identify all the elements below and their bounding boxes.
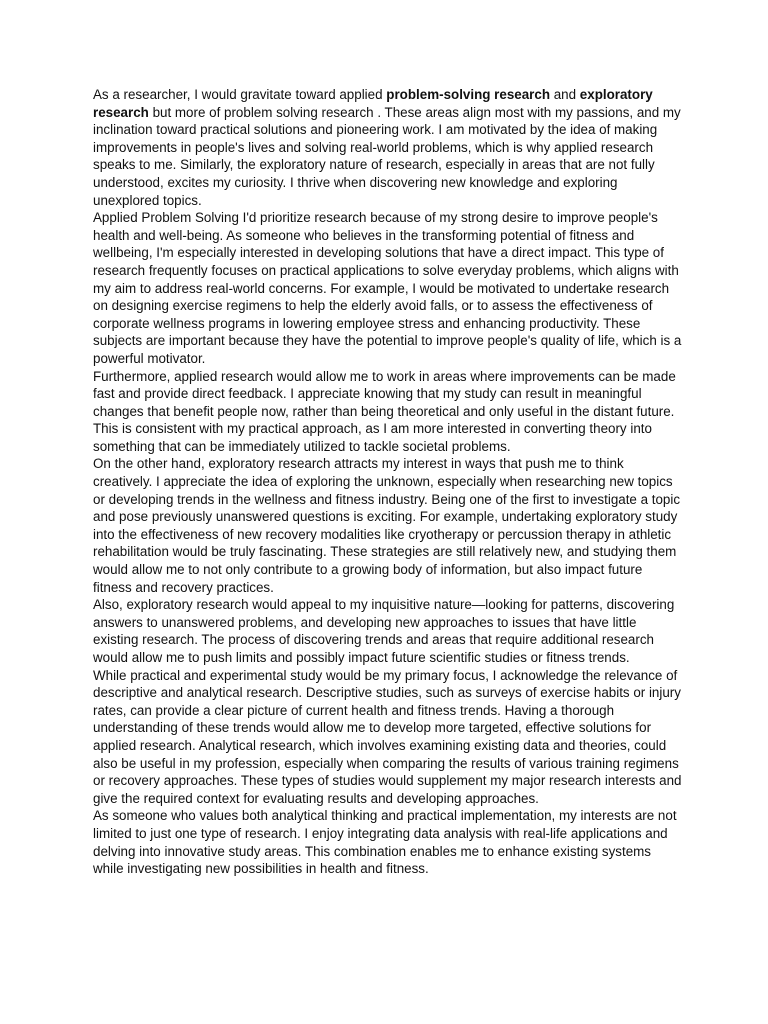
intro-text-1: As a researcher, I would gravitate toward applied bbox=[93, 87, 387, 102]
paragraph-conclusion: As someone who values both analytical thinking and practical implementation, my interests are not limited to just one type of research. I enjoy integrating data analysis with real-life applications and delving into innovative study areas. This combination enables me to enhance existing systems while investigating new possibilities in health and fitness. bbox=[93, 808, 677, 877]
paragraph-intro bbox=[93, 86, 683, 209]
paragraph-applied-feedback: Furthermore, applied research would allow me to work in areas where improvements can be made fast and provide direct feedback. I appreciate knowing that my study can result in meaningful changes that benefit people now, rather than being theoretical and only useful in the distant future. This is consistent with my practical approach, as I am more interested in converting theory into something that can be immediately utilized to tackle societal problems. bbox=[93, 368, 676, 454]
paragraph-applied-problem-solving: Applied Problem Solving I'd prioritize research because of my strong desire to improve people's health and well-being. As someone who believes in the transforming potential of fitness and wellbeing, I'm especially interested in developing solutions that have a direct impact. This type of research frequently focuses on practical applications to solve everyday problems, which aligns with my aim to address real-world concerns. For example, I would be motivated to undertake research on designing exercise regimens to help the elderly avoid falls, or to assess the effectiveness of corporate wellness programs in lowering employee stress and enhancing productivity. These subjects are important because they have the potential to improve people's quality of life, which is a powerful motivator. bbox=[93, 210, 682, 366]
document-page bbox=[93, 86, 683, 878]
intro-text-2: and bbox=[550, 87, 580, 102]
intro-text-3: but more of problem solving research . These areas align most with my passions, and my inclination toward practical solutions and pioneering work. I am motivated by the idea of making improvements in people's lives and solving real-world problems, which is why applied research speaks to me. Similarly, the exploratory nature of research, especially in areas that are not fully understood, excites my curiosity. I thrive when discovering new knowledge and exploring unexplored topics. bbox=[93, 104, 681, 208]
paragraph-exploratory: On the other hand, exploratory research attracts my interest in ways that push me to think creatively. I appreciate the idea of exploring the unknown, especially when researching new topics or developing trends in the wellness and fitness industry. Being one of the first to investigate a topic and pose previously unanswered questions is exciting. For example, undertaking exploratory study into the effectiveness of new recovery modalities like cryotherapy or percussion therapy in athletic rehabilitation would be truly fascinating. These strategies are still relatively new, and studying them would allow me to not only contribute to a growing body of information, but also impact future fitness and recovery practices. bbox=[93, 456, 681, 595]
intro-bold-problem-solving: problem-solving research bbox=[386, 87, 550, 102]
intro-bold-exploratory: exploratory research bbox=[93, 87, 653, 120]
paragraph-descriptive-analytical: While practical and experimental study would be my primary focus, I acknowledge the relevance of descriptive and analytical research. Descriptive studies, such as surveys of exercise habits or injury rates, can provide a clear picture of current health and fitness trends. Having a thorough understanding of these trends would allow me to develop more targeted, effective solutions for applied research. Analytical research, which involves examining existing data and theories, could also be useful in my profession, especially when comparing the results of various training regimens or recovery approaches. These types of studies would supplement my major research interests and give the required context for evaluating results and developing approaches. bbox=[93, 667, 682, 806]
paragraph-inquisitive: Also, exploratory research would appeal to my inquisitive nature—looking for patterns, discovering answers to unanswered problems, and developing new approaches to issues that have little existing research. The process of discovering trends and areas that require additional research would allow me to push limits and possibly impact future scientific studies or fitness trends. bbox=[93, 597, 675, 665]
